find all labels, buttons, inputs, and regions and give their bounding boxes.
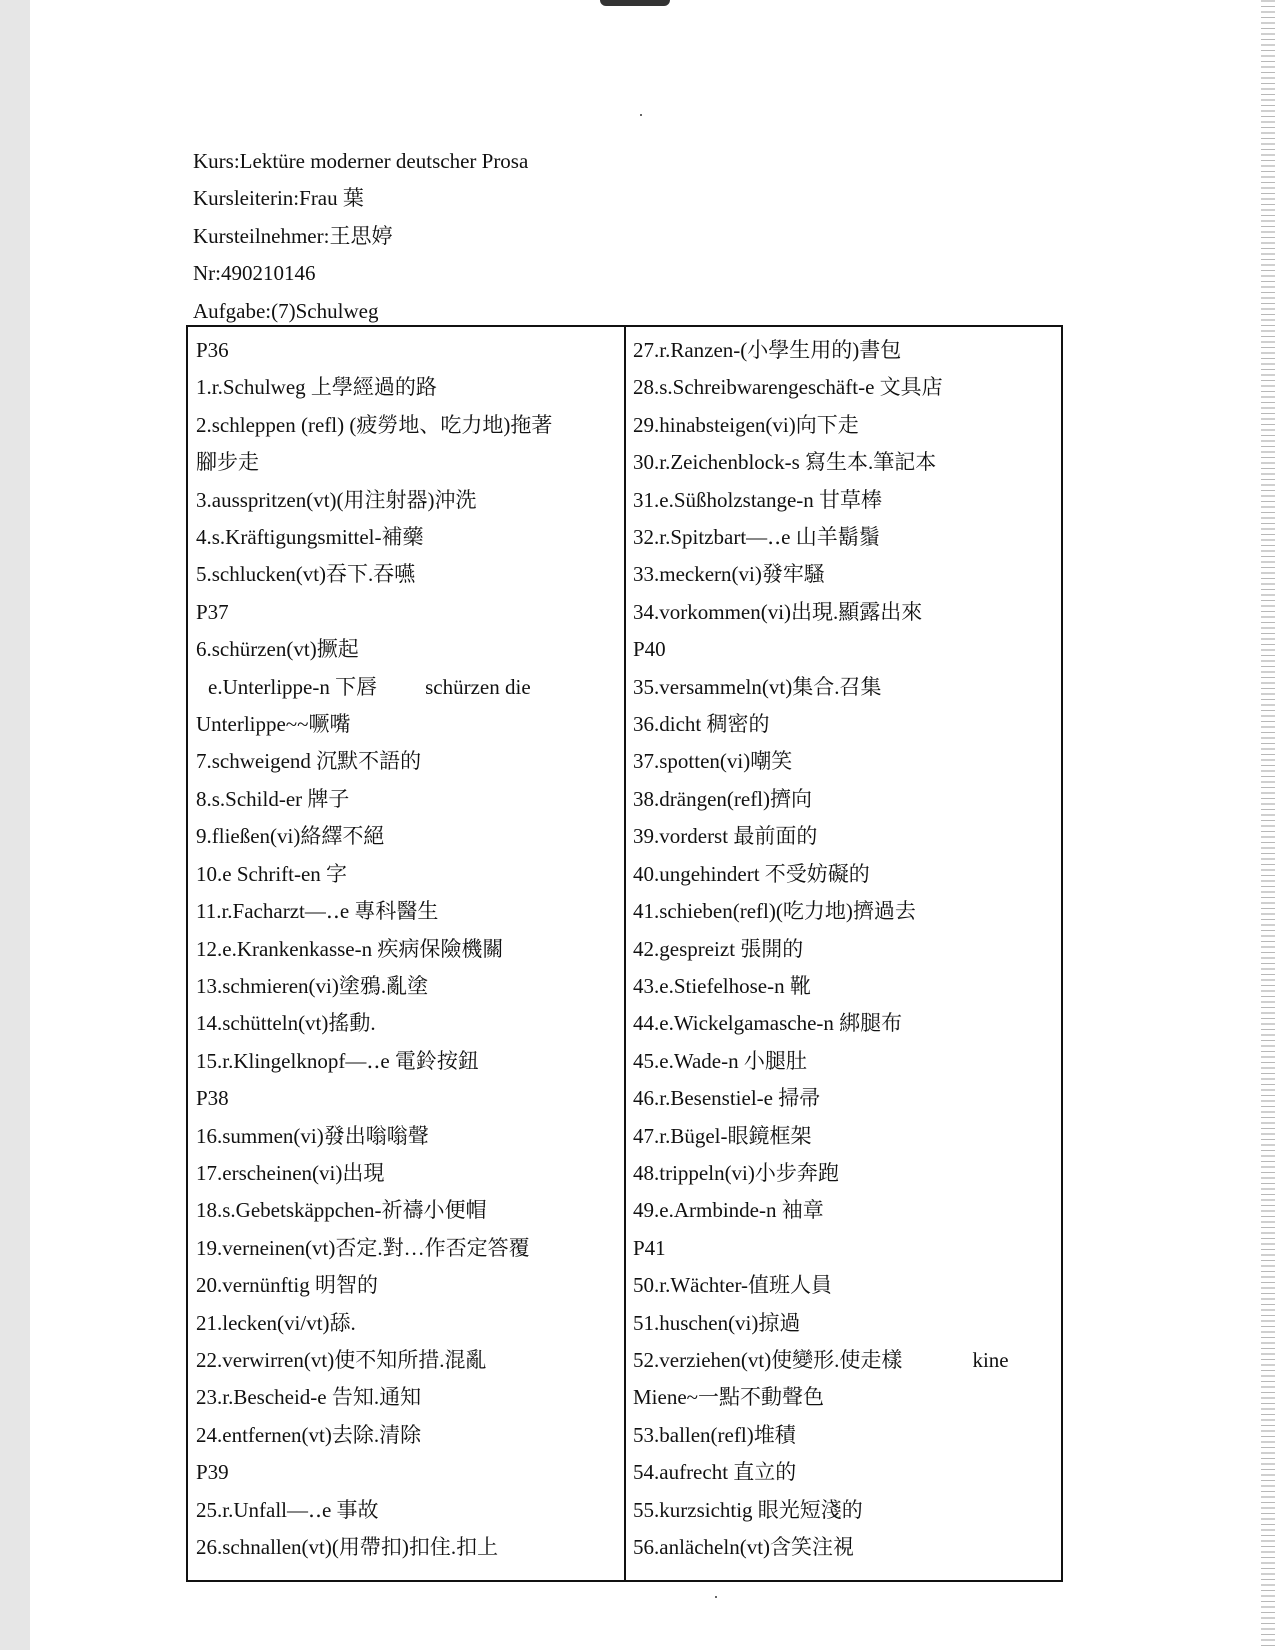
page-marker: P41	[633, 1235, 666, 1260]
vocab-entry: 26.schnallen(vt)(用帶扣)扣住.扣上	[196, 1535, 499, 1559]
vocab-entry: 28.s.Schreibwarengeschäft-e 文具店	[633, 375, 943, 400]
vocab-entry: 33.meckern(vi)發牢騷	[633, 562, 825, 587]
vocab-entry-continuation: Unterlippe~~噘嘴	[196, 712, 351, 737]
vocab-entry: 35.versammeln(vt)集合.召集	[633, 674, 882, 699]
vocab-entry: 7.schweigend 沉默不語的	[196, 749, 422, 774]
scan-left-edge-shadow	[0, 0, 30, 1650]
vocab-entry: 15.r.Klingelknopf—‥e 電鈴按鈕	[196, 1048, 479, 1073]
vocab-entry: 10.e Schrift-en 字	[196, 861, 348, 886]
vocab-entry: 6.schürzen(vt)撅起	[196, 637, 359, 662]
vocab-entry: 1.r.Schulweg 上學經過的路	[196, 375, 437, 400]
vocab-entry: 30.r.Zeichenblock-s 寫生本.筆記本	[633, 450, 937, 475]
vocabulary-right-column	[626, 327, 1061, 1580]
vocab-entry: 5.schlucken(vt)吞下.吞嚥	[196, 562, 416, 587]
vocab-entry: 11.r.Facharzt—‥e 專科醫生	[196, 899, 439, 924]
vocab-entry: 20.vernünftig 明智的	[196, 1273, 378, 1298]
page-marker: P36	[196, 338, 229, 362]
vocab-entry-continuation: Miene~一點不動聲色	[633, 1385, 825, 1410]
vocab-entry: 19.verneinen(vt)否定.對…作否定答覆	[196, 1235, 530, 1260]
document-header	[193, 143, 528, 330]
vocab-entry: 23.r.Bescheid-e 告知.通知	[196, 1385, 422, 1410]
vocab-entry: 16.summen(vi)發出嗡嗡聲	[196, 1123, 429, 1148]
vocab-entry: 9.fließen(vi)絡繹不絕	[196, 824, 385, 849]
vocab-entry: 40.ungehindert 不受妨礙的	[633, 861, 870, 886]
page-marker: P37	[196, 599, 229, 624]
vocab-entry: 45.e.Wade-n 小腿肚	[633, 1048, 807, 1073]
vocab-entry: 42.gespreizt 張開的	[633, 936, 804, 961]
vocab-phrase: kine	[972, 1347, 1009, 1372]
vocab-entry: 41.schieben(refl)(吃力地)擠過去	[633, 899, 916, 924]
vocab-entry: 39.vorderst 最前面的	[633, 824, 818, 849]
vocab-entry: 36.dicht 稠密的	[633, 712, 770, 737]
vocab-entry: 8.s.Schild-er 牌子	[196, 786, 350, 811]
vocab-entry: 53.ballen(refl)堆積	[633, 1422, 796, 1447]
student-number-line: Nr:490210146	[193, 261, 316, 286]
vocab-entry: 17.erscheinen(vi)出現	[196, 1160, 385, 1185]
vocab-entry: 56.anlächeln(vt)含笑注視	[633, 1535, 855, 1559]
scan-speck	[715, 1596, 717, 1598]
assignment-line: Aufgabe:(7)Schulweg	[193, 298, 379, 323]
vocab-entry: 4.s.Kräftigungsmittel-補藥	[196, 525, 424, 550]
vocab-entry-continuation: 腳步走	[196, 450, 259, 475]
vocab-entry: 24.entfernen(vt)去除.清除	[196, 1422, 422, 1447]
vocab-entry: 29.hinabsteigen(vi)向下走	[633, 412, 859, 437]
vocab-phrase: schürzen die	[425, 674, 531, 699]
vocab-subentry: e.Unterlippe-n 下唇	[208, 674, 378, 699]
vocab-entry: 47.r.Bügel-眼鏡框架	[633, 1123, 812, 1148]
vocab-entry: 21.lecken(vi/vt)舔.	[196, 1310, 356, 1335]
vocab-entry: 54.aufrecht 直立的	[633, 1460, 797, 1485]
vocabulary-table	[186, 325, 1063, 1582]
scan-speck	[640, 114, 642, 116]
vocab-entry: 27.r.Ranzen-(小學生用的)書包	[633, 338, 902, 362]
vocabulary-left-column	[188, 327, 626, 1580]
vocab-entry: 12.e.Krankenkasse-n 疾病保險機關	[196, 936, 504, 961]
scan-top-mark	[600, 0, 670, 6]
vocab-entry: 22.verwirren(vt)使不知所措.混亂	[196, 1347, 487, 1372]
course-line: Kurs:Lektüre moderner deutscher Prosa	[193, 149, 529, 173]
vocab-entry: 46.r.Besenstiel-e 掃帚	[633, 1086, 821, 1111]
vocab-entry: 43.e.Stiefelhose-n 靴	[633, 973, 811, 998]
vocab-entry: 32.r.Spitzbart—‥e 山羊鬍鬚	[633, 525, 880, 550]
vocab-entry: 51.huschen(vi)掠過	[633, 1310, 801, 1335]
vocab-entry	[633, 1342, 1055, 1379]
vocab-entry: 55.kurzsichtig 眼光短淺的	[633, 1497, 863, 1522]
page-marker: P40	[633, 637, 666, 662]
student-line: Kursteilnehmer:王思婷	[193, 223, 393, 248]
vocab-entry: 25.r.Unfall—‥e 事故	[196, 1497, 379, 1522]
vocab-entry: 49.e.Armbinde-n 袖章	[633, 1198, 824, 1223]
vocab-entry: 44.e.Wickelgamasche-n 綁腿布	[633, 1011, 903, 1036]
vocab-word: 52.verziehen(vt)使變形.使走樣	[633, 1347, 903, 1372]
scan-right-edge-noise	[1261, 0, 1275, 1650]
vocab-entry: 31.e.Süßholzstange-n 甘草棒	[633, 487, 883, 512]
vocab-entry: 37.spotten(vi)嘲笑	[633, 749, 793, 774]
vocab-entry: 48.trippeln(vi)小步奔跑	[633, 1160, 839, 1185]
vocab-entry: 14.schütteln(vt)搖動.	[196, 1011, 376, 1036]
vocab-entry: 38.drängen(refl)擠向	[633, 786, 813, 811]
vocab-entry: 3.ausspritzen(vt)(用注射器)沖洗	[196, 487, 477, 512]
page-marker: P38	[196, 1086, 229, 1111]
vocab-entry: 2.schleppen (refl) (疲勞地、吃力地)拖著	[196, 412, 553, 437]
vocab-entry: 34.vorkommen(vi)出現.顯露出來	[633, 599, 923, 624]
vocab-entry	[196, 669, 618, 706]
vocab-entry: 13.schmieren(vi)塗鴉.亂塗	[196, 973, 429, 998]
page-marker: P39	[196, 1460, 229, 1485]
vocab-entry: 18.s.Gebetskäppchen-祈禱小便帽	[196, 1198, 487, 1223]
teacher-line: Kursleiterin:Frau 葉	[193, 186, 364, 211]
vocab-entry: 50.r.Wächter-值班人員	[633, 1273, 833, 1298]
